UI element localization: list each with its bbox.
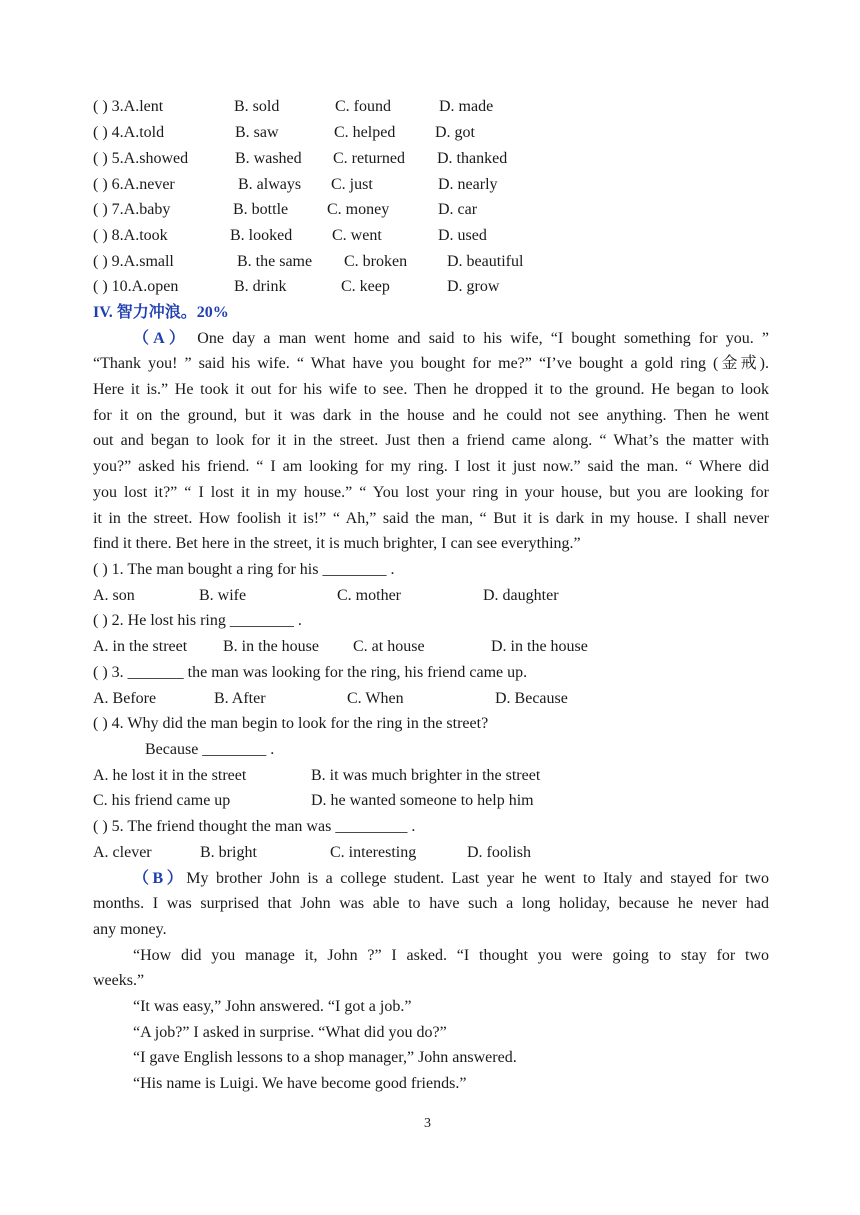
passage-line: it in the street. How foolish it is!” “ Ah,” said the man, “ But it is dark in my house. I shall never [93,510,769,527]
option-d: D. used [438,227,487,244]
passage-line: weeks.” [93,972,145,989]
option-d: D. beautiful [447,253,524,270]
passage-line: “It was easy,” John answered. “I got a job.” [133,998,412,1015]
passage-tag: （B） [133,870,187,887]
page-number: 3 [424,1116,431,1131]
option-b: B. it was much brighter in the street [311,767,541,784]
item-number: ( ) 5.A.showed [93,150,189,167]
passage-line: “A job?” I asked in surprise. “What did you do?” [133,1024,447,1041]
option-c: C. just [331,176,373,193]
option-c: C. mother [337,587,401,604]
item-number: ( ) 9.A.small [93,253,174,270]
option-d: D. Because [495,690,568,707]
option-c: C. When [347,690,404,707]
option-b: B. bright [200,844,257,861]
passage-line: you lost it?” “ I lost it in my house.” “ You lost your ring in your house, but you are looking for [93,484,769,501]
passage-line: any money. [93,921,167,938]
option-a: A. he lost it in the street [93,767,247,784]
option-d: D. in the house [491,638,588,655]
item-number: ( ) 4.A.told [93,124,165,141]
option-b: B. saw [235,124,279,141]
option-c: C. his friend came up [93,792,231,809]
option-b: B. always [238,176,302,193]
question-1: ( ) 1. The man bought a ring for his ________ . [93,561,395,578]
item-number: ( ) 7.A.baby [93,201,171,218]
item-number: ( ) 3.A.lent [93,98,164,115]
option-b: B. wife [199,587,247,604]
passage-line: months. I was surprised that John was able to have such a long holiday, because he never had [93,895,769,912]
option-c: C. went [332,227,382,244]
passage-line: find it there. Bet here in the street, it is much brighter, I can see everything.” [93,535,581,552]
option-c: C. interesting [330,844,417,861]
option-b: B. looked [230,227,293,244]
option-a: A. clever [93,844,152,861]
option-b: B. sold [234,98,280,115]
passage-tag: （A） [133,330,190,347]
passage-line [133,326,769,352]
option-c: C. keep [341,278,390,295]
option-d: D. foolish [467,844,531,861]
item-number: ( ) 8.A.took [93,227,168,244]
option-d: D. made [439,98,494,115]
passage-line: for it on the ground, but it was dark in the house and he could not see anything. Then he went [93,407,769,424]
option-d: D. got [435,124,475,141]
option-a: A. in the street [93,638,188,655]
option-d: D. thanked [437,150,508,167]
option-d: D. grow [447,278,500,295]
option-d: D. car [438,201,478,218]
passage-line: out and began to look for it in the street. Just then a friend came along. “ What’s the matter with [93,432,769,449]
option-d: D. nearly [438,176,498,193]
option-c: C. returned [333,150,405,167]
option-c: C. broken [344,253,408,270]
option-c: C. found [335,98,391,115]
option-c: C. helped [334,124,396,141]
question-5: ( ) 5. The friend thought the man was _________ . [93,818,416,835]
option-d: D. he wanted someone to help him [311,792,534,809]
section-heading: IV. 智力冲浪。20% [93,304,229,321]
option-a: A. son [93,587,135,604]
passage-text: One day a man went home and said to his wife, “I bought something for you. ” [197,330,769,347]
question-3: ( ) 3. _______ the man was looking for the ring, his friend came up. [93,664,528,681]
question-4: ( ) 4. Why did the man begin to look for the ring in the street? [93,715,489,732]
passage-line: “His name is Luigi. We have become good friends.” [133,1075,467,1092]
passage-line: Here it is.” He took it out for his wife to see. Then he dropped it to the ground. He began to look [93,381,769,398]
option-a: A. Before [93,690,157,707]
option-b: B. After [214,690,266,707]
passage-line: you?” asked his friend. “ I am looking for my ring. I lost it just now.” said the man. “ Where did [93,458,769,475]
option-b: B. the same [237,253,313,270]
option-c: C. money [327,201,390,218]
question-2: ( ) 2. He lost his ring ________ . [93,612,302,629]
option-b: B. washed [235,150,302,167]
item-number: ( ) 6.A.never [93,176,175,193]
option-b: B. bottle [233,201,289,218]
passage-line [133,866,769,892]
passage-text: My brother John is a college student. Last year he went to Italy and stayed for two [186,870,769,887]
passage-line: “How did you manage it, John ?” I asked. “I thought you were going to stay for two [133,947,769,964]
item-number: ( ) 10.A.open [93,278,179,295]
passage-line: “I gave English lessons to a shop manager,” John answered. [133,1049,517,1066]
option-c: C. at house [353,638,425,655]
passage-line: “Thank you! ” said his wife. “ What have you bought for me?” “I’ve bought a gold ring (金戒). [93,355,769,372]
option-d: D. daughter [483,587,559,604]
option-b: B. in the house [223,638,319,655]
question-4-stem: Because ________ . [145,741,275,758]
option-b: B. drink [234,278,287,295]
